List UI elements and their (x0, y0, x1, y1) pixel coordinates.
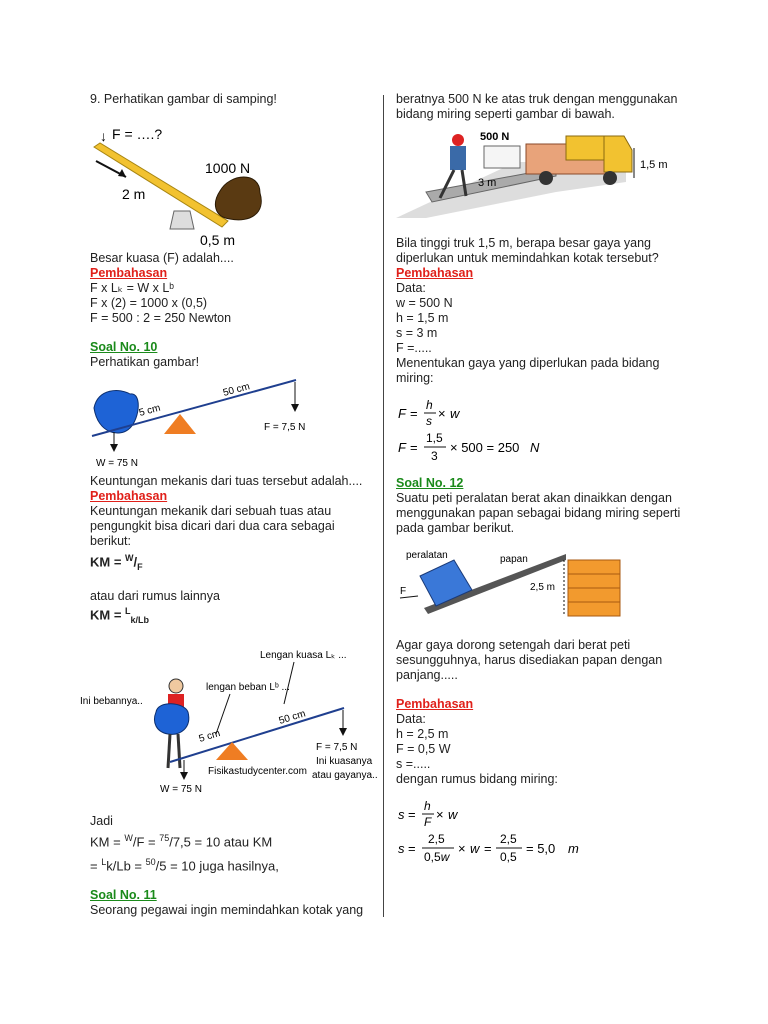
q11-continued: beratnya 500 N ke atas truk dengan menggunakan bidang miring seperti gambar di bawah. (396, 92, 678, 121)
data-s2: s =..... (396, 757, 431, 771)
svg-text:m: m (568, 841, 579, 856)
svg-text:w: w (448, 807, 458, 822)
q11-question: Bila tinggi truk 1,5 m, berapa besar gaya yang diperlukan untuk memindahkan kotak tersebut? (396, 236, 659, 265)
svg-text:3: 3 (431, 449, 438, 463)
column-divider (383, 95, 384, 917)
svg-text:×: × (436, 807, 444, 822)
soal-12-heading: Soal No. 12 (396, 476, 464, 490)
svg-text:=: = (408, 807, 416, 822)
jadi-line-2: = $^L$k/Lb = $^{50}$/5 = 10 juga hasilnya, (90, 857, 279, 874)
fig12-alat: peralatan (406, 550, 448, 561)
rumus-text: dengan rumus bidang miring: (396, 772, 558, 786)
q9-step-3: F = 500 : 2 = 250 Newton (90, 311, 232, 325)
fig9-short: 0,5 m (200, 232, 236, 248)
formula-11 (396, 394, 596, 464)
menentukan-text: Menentukan gaya yang diperlukan pada bidang miring: (396, 356, 660, 385)
fig12-height: 2,5 m (530, 582, 556, 593)
ramp-figure-12 (396, 550, 626, 620)
fig10b-weight: W = 75 N (160, 783, 202, 795)
data-f: F =..... (396, 341, 432, 355)
jadi-label: Jadi (90, 813, 113, 828)
svg-text:s: s (426, 414, 432, 428)
lever-figure-10 (90, 378, 320, 470)
pembahasan-label: Pembahasan (90, 266, 168, 280)
svg-text:1,5: 1,5 (426, 431, 443, 445)
svg-text:= 5,0: = 5,0 (526, 841, 556, 856)
soal-11-heading: Soal No. 11 (90, 887, 157, 902)
fig9-load: 1000 N (205, 160, 251, 176)
fig11-length: 3 m (478, 177, 497, 189)
left-column (80, 92, 378, 918)
km-formula-1: KM = $^W/_F$ (90, 553, 143, 572)
question-9: 9. Perhatikan gambar di samping! (90, 92, 277, 106)
svg-text:N: N (530, 440, 540, 455)
fig10b-short: 5 cm (197, 727, 222, 745)
lever-figure-9 (90, 113, 280, 248)
truck-ramp-figure (396, 132, 686, 222)
svg-text:F: F (424, 815, 432, 829)
q9-step-1: F x Lₖ = W x Lᵇ (90, 281, 175, 295)
fig11-load: 500 N (480, 131, 510, 143)
svg-text:0,5w: 0,5w (424, 850, 450, 864)
svg-text:=: = (410, 406, 418, 421)
data-label: Data: (396, 281, 426, 295)
lever-figure-10b (80, 642, 378, 802)
fig10b-force: F = 7,5 N (316, 741, 358, 753)
data-h2: h = 2,5 m (396, 727, 449, 741)
q12-question: Agar gaya dorong setengah dari berat peti sesungguhnya, harus disediakan papan dengan panjang..... (396, 638, 663, 682)
q10-text: Keuntungan mekanik dari sebuah tuas atau pengungkit bisa dicari dari dua cara sebagai berikut: (90, 504, 335, 548)
soal-10-heading: Soal No. 10 (90, 340, 158, 354)
svg-text:s: s (398, 841, 405, 856)
fig9-force: F = ….? (112, 126, 163, 142)
data-s: s = 3 m (396, 326, 438, 340)
svg-text:w: w (450, 406, 460, 421)
q10-question: Keuntungan mekanis dari tuas tersebut adalah.... (90, 474, 363, 488)
formula-12 (396, 795, 606, 865)
svg-text:2,5: 2,5 (428, 832, 445, 846)
svg-text:F: F (398, 406, 406, 421)
data-w: w = 500 N (396, 296, 453, 310)
svg-text:w: w (470, 841, 480, 856)
km-formula-2: KM = $^L_{k/Lb}$ (90, 605, 150, 625)
svg-text:h: h (424, 799, 431, 813)
fig10-weight: W = 75 N (96, 458, 138, 469)
data-h: h = 1,5 m (396, 311, 449, 325)
fig10-force: F = 7,5 N (264, 422, 306, 433)
data-label-2: Data: (396, 712, 426, 726)
gayanya-label: atau gayanya.. (312, 769, 378, 781)
svg-text:2,5: 2,5 (500, 832, 517, 846)
q11: Seorang pegawai ingin memindahkan kotak yang (90, 902, 364, 917)
svg-text:=: = (410, 440, 418, 455)
pembahasan-label-11: Pembahasan (396, 266, 474, 280)
svg-text:F: F (398, 440, 406, 455)
pembahasan-label-12: Pembahasan (396, 697, 474, 711)
arrow-down-icon: ↓ (100, 128, 107, 144)
svg-text:=: = (408, 841, 416, 856)
svg-text:×: × (458, 841, 466, 856)
lengan-kuasa-label: Lengan kuasa Lₖ ... (260, 649, 347, 661)
svg-text:h: h (426, 398, 433, 412)
svg-text:×: × (438, 406, 446, 421)
fig10b-long: 50 cm (277, 708, 307, 727)
kuasanya-label: Ini kuasanya (316, 755, 373, 767)
data-f2: F = 0,5 W (396, 742, 451, 756)
fig11-height: 1,5 m (640, 159, 668, 171)
q10: Perhatikan gambar! (90, 355, 200, 369)
fig12-force: F (400, 586, 407, 597)
svg-text:=: = (484, 841, 492, 856)
fig10-long: 50 cm (221, 381, 252, 399)
right-column (396, 92, 686, 865)
fig12-papan: papan (500, 554, 528, 565)
svg-text:0,5: 0,5 (500, 850, 517, 864)
fig10-short: 5 cm (137, 402, 162, 419)
q9-question: Besar kuasa (F) adalah.... (90, 251, 234, 265)
svg-text:× 500 = 250: × 500 = 250 (450, 440, 520, 455)
fig9-dist: 2 m (122, 186, 146, 202)
jadi-line-1: KM = $^W$/F = $^{75}$/7,5 = 10 atau KM (90, 832, 273, 850)
lengan-beban-label: lengan beban Lᵇ ... (206, 681, 290, 693)
svg-text:s: s (398, 807, 405, 822)
q9-step-2: F x (2) = 1000 x (0,5) (90, 296, 208, 310)
atau-text: atau dari rumus lainnya (90, 588, 220, 603)
site-label: Fisikastudycenter.com (208, 765, 307, 777)
q12: Suatu peti peralatan berat akan dinaikkan dengan menggunakan papan sebagai bidang miring seperti pada gambar berikut. (396, 491, 681, 535)
pembahasan-label-10: Pembahasan (90, 489, 168, 503)
bebannya-label: Ini bebannya.. (80, 695, 143, 707)
